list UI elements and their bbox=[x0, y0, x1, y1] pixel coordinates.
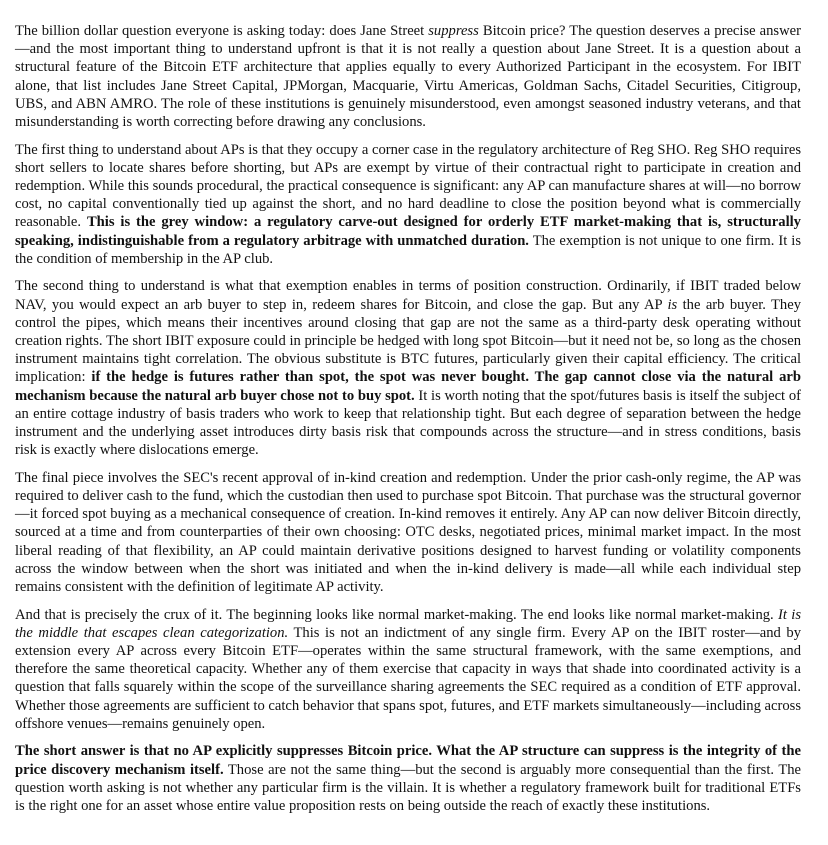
paragraph-crux bbox=[15, 606, 801, 733]
emphasis-text: is bbox=[667, 296, 678, 313]
paragraph-reg-sho bbox=[15, 141, 801, 268]
bold-text: This is the grey window: a regulatory carve-out designed for orderly ETF market-making that is, structurally speaking, indistinguishable from a regulatory arbitrage with unmatched duration. bbox=[15, 214, 801, 249]
text-segment: The first thing to understand about APs is that they occupy a corner case in the regulatory architecture of Reg SHO. Reg SHO requires short sellers to locate shares before shorting, but APs are exempt by virtue of their contractual right to participate in creation and redemption. While this sounds procedural, the practical consequence is significant: any AP can manufacture shares at will—no borrow cost, no capital conventionally tied up against the short, and no hard deadline to close the position beyond what is commercially reasonable. bbox=[15, 141, 801, 231]
text-segment: It is worth noting that the spot/futures basis is itself the subject of an entire cottage industry of basis traders who work to keep that relationship tight. But each degree of separation between the hedge instrument and the underlying asset introduces dirty basis risk that compounds across the structure—and in stress conditions, basis risk is exactly where dislocations emerge. bbox=[15, 387, 801, 459]
text-segment: Those are not the same thing—but the second is arguably more consequential than the first. The question worth asking is not whether any particular firm is the villain. It is whether a regulatory framework built for traditional ETFs is the right one for an asset whose entire value proposition rests on being outside the reach of exactly these institutions. bbox=[15, 761, 802, 815]
text-segment: The final piece involves the SEC's recent approval of in-kind creation and redemption. Under the prior cash-only regime, the AP was required to deliver cash to the fund, which the custodian then used to purchase spot Bitcoin. That purchase was the structural governor—it forced spot buying as a mechanical consequence of creation. In-kind removes it entirely. Any AP can now deliver Bitcoin directly, sourced at a time and from counterparties of their own choosing: OTC desks, negotiated prices, minimal market impact. In the most liberal reading of that flexibility, an AP could maintain derivative positions designed to harvest funding or volatility components across the window between when the short was initiated and when the in-kind delivery is made—all while each individual step remains consistent with the definition of legitimate AP activity. bbox=[15, 469, 801, 596]
bold-text: The short answer is that no AP explicitly suppresses Bitcoin price. What the AP structure can suppress is the integrity of the price discovery mechanism itself. bbox=[15, 743, 801, 778]
emphasis-text: suppress bbox=[428, 23, 479, 39]
text-segment: This is not an indictment of any single firm. Every AP on the IBIT roster—and by extension every AP across every Bitcoin ETF—operates within the same structural framework, with the same exemptions, and therefore the same theoretical capacity. Whether any of them exercise that capacity in ways that shade into coordinated activity is a question that falls squarely within the scope of the surveillance sharing agreements the SEC required as a condition of ETF approval. Whether those agreements are sufficient to catch behavior that spans spot, futures, and ETF markets simultaneously—including across offshore venues—remains genuinely open. bbox=[15, 624, 801, 732]
text-segment: The exemption is not unique to one firm. It is the condition of membership in the AP club. bbox=[15, 232, 801, 267]
text-segment: Bitcoin price? The question deserves a precise answer—and the most important thing to understand upfront is that it is not really a question about Jane Street. It is a question about a structural feature of the Bitcoin ETF architecture that applies equally to every Authorized Participant in the ecosystem. For IBIT alone, that list includes Jane Street Capital, JPMorgan, Macquarie, Virtu Americas, Goldman Sachs, Citadel Securities, Citigroup, UBS, and ABN AMRO. The role of these institutions is genuinely misunderstood, even amongst seasoned industry veterans, and that misunderstanding is worth correcting before drawing any conclusions. bbox=[15, 23, 801, 131]
paragraph-position-construction bbox=[15, 277, 801, 459]
text-segment: The billion dollar question everyone is asking today: does Jane Street bbox=[15, 23, 429, 39]
text-segment: And that is precisely the crux of it. The beginning looks like normal market-making. The end looks like normal market-making. bbox=[15, 606, 779, 623]
text-segment: The second thing to understand is what that exemption enables in terms of position construction. Ordinarily, if IBIT traded below NAV, you would expect an arb buyer to step in, redeem shares for Bitcoin, and close the gap. But any AP bbox=[15, 278, 801, 313]
paragraph-conclusion bbox=[15, 742, 801, 815]
paragraph-in-kind bbox=[15, 469, 801, 596]
text-segment: the arb buyer. They control the pipes, which means their incentives around closing that gap are not the same as a third-party desk operating without creation rights. The short IBIT exposure could in principle be hedged with long spot Bitcoin—but it need not be, so long as the chosen instrument maintains tight correlation. The obvious substitute is BTC futures, particularly given their capital efficiency. The critical implication: bbox=[15, 296, 801, 386]
emphasis-text: It is the middle that escapes clean categorization. bbox=[15, 606, 801, 641]
paragraph-intro bbox=[15, 22, 801, 131]
bold-text: if the hedge is futures rather than spot, the spot was never bought. The gap cannot close via the natural arb mechanism because the natural arb buyer chose not to buy spot. bbox=[15, 369, 801, 404]
